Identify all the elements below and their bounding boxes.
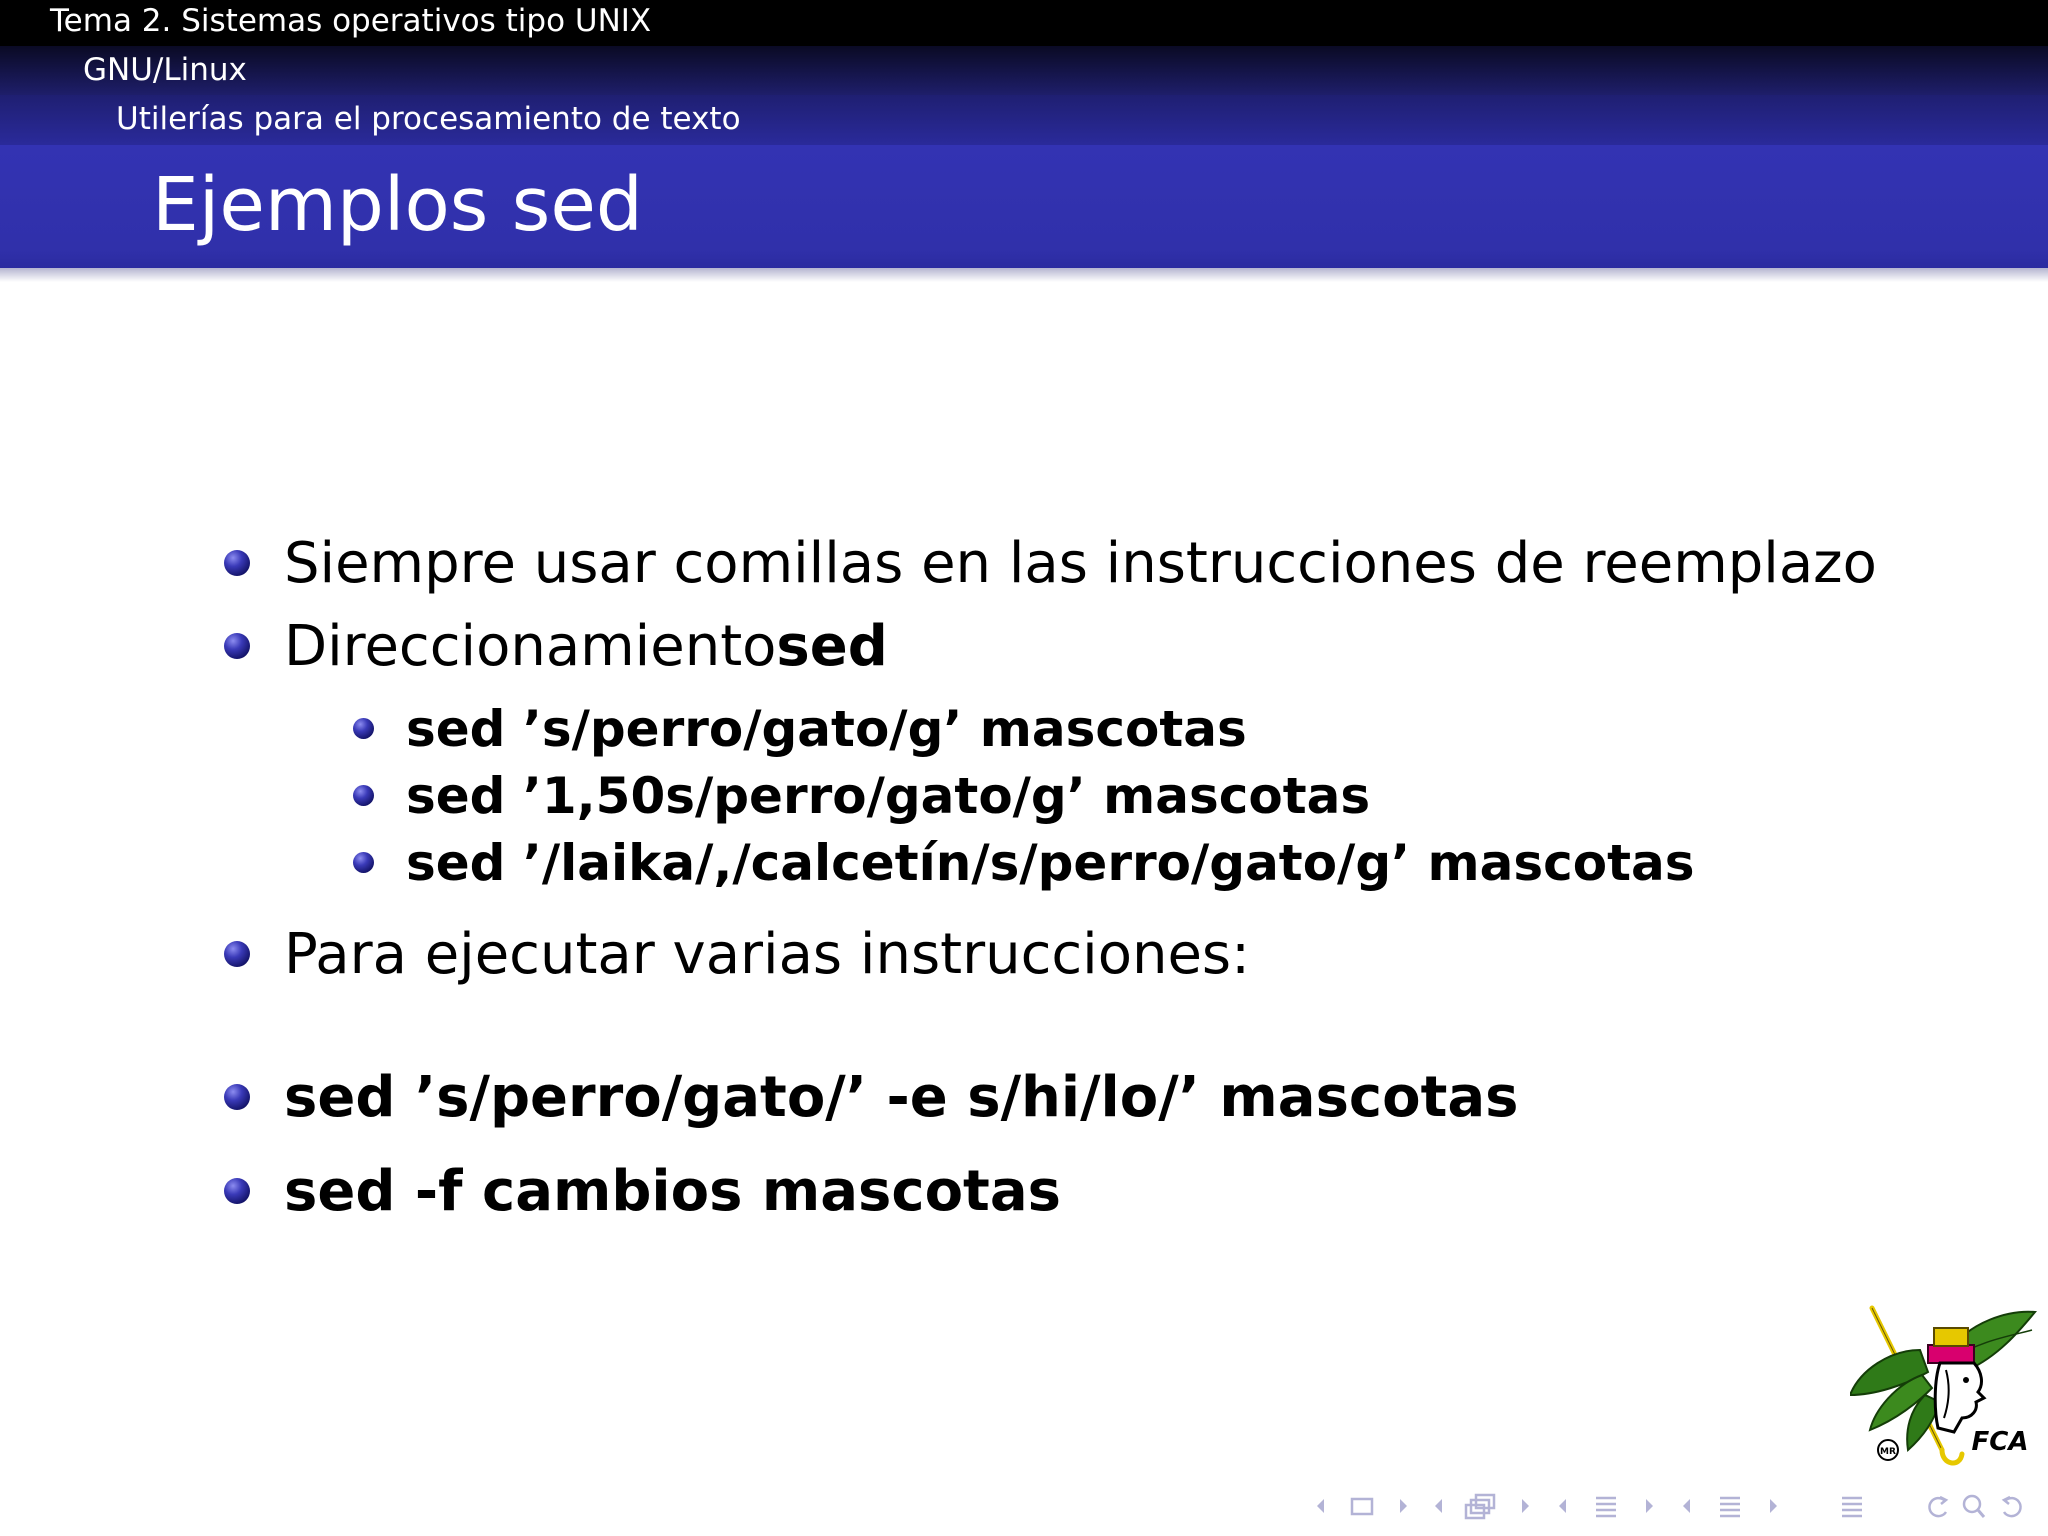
sub-list-item [353, 763, 1370, 829]
list-item-text: sed -f cambios mascotas [284, 1159, 1061, 1224]
list-item-text: Siempre usar comillas en las instrucciones de reemplazo [284, 531, 1877, 596]
bullet-icon [353, 852, 374, 873]
nav-section-icon[interactable] [1680, 1488, 1780, 1524]
sub-list-item [353, 696, 1247, 762]
list-item-text: Direccionamiento [284, 614, 777, 679]
section-title: Tema 2. Sistemas operativos tipo UNIX [50, 3, 652, 39]
subsubsection-title: Utilerías para el procesamiento de texto [116, 101, 741, 137]
nav-section-group[interactable] [1556, 1488, 1656, 1524]
sub-list-item [353, 830, 1695, 896]
fca-logo-icon [1850, 1300, 2040, 1480]
nav-document-group[interactable] [1836, 1488, 1870, 1524]
bullet-icon [224, 1084, 250, 1110]
sub-list-item-text: sed ’/laika/,/calcetín/s/perro/gato/g’ mascotas [406, 834, 1695, 892]
list-item [224, 920, 1250, 990]
bullet-icon [353, 718, 374, 739]
bullet-icon [224, 1178, 250, 1204]
fca-logo [1850, 1300, 2040, 1480]
nav-frame-group[interactable] [1314, 1488, 1410, 1524]
list-item-text: sed ’s/perro/gato/’ -e s/hi/lo/’ mascotas [284, 1065, 1519, 1130]
nav-subsection-icon[interactable] [1556, 1488, 1656, 1524]
sub-list-item-text: sed ’s/perro/gato/g’ mascotas [406, 700, 1247, 758]
bullet-icon [224, 941, 250, 967]
nav-search-icon[interactable] [1920, 1488, 2030, 1524]
list-item-bold-text: sed [776, 614, 888, 679]
list-item [224, 529, 1877, 599]
list-item-text: Para ejecutar varias instrucciones: [284, 922, 1250, 987]
list-item [224, 1063, 1518, 1133]
nav-frame-icon[interactable] [1432, 1488, 1532, 1524]
nav-document-icon[interactable] [1836, 1488, 1870, 1524]
bullet-icon [224, 550, 250, 576]
frame-title: Ejemplos sed [152, 162, 643, 248]
nav-subsection-group[interactable] [1432, 1488, 1532, 1524]
nav-section2-group[interactable] [1680, 1488, 1780, 1524]
bullet-icon [224, 633, 250, 659]
bullet-icon [353, 785, 374, 806]
fca-mark-text: FCA [1971, 1427, 2029, 1457]
list-item [224, 1157, 1061, 1227]
registered-mark: MR [1880, 1447, 1896, 1457]
nav-frame-prev-icon[interactable] [1314, 1488, 1410, 1524]
nav-search-group[interactable] [1920, 1488, 2030, 1524]
subsection-title: GNU/Linux [83, 52, 247, 88]
list-item [224, 612, 888, 682]
sub-list-item-text: sed ’1,50s/perro/gato/g’ mascotas [406, 767, 1371, 825]
